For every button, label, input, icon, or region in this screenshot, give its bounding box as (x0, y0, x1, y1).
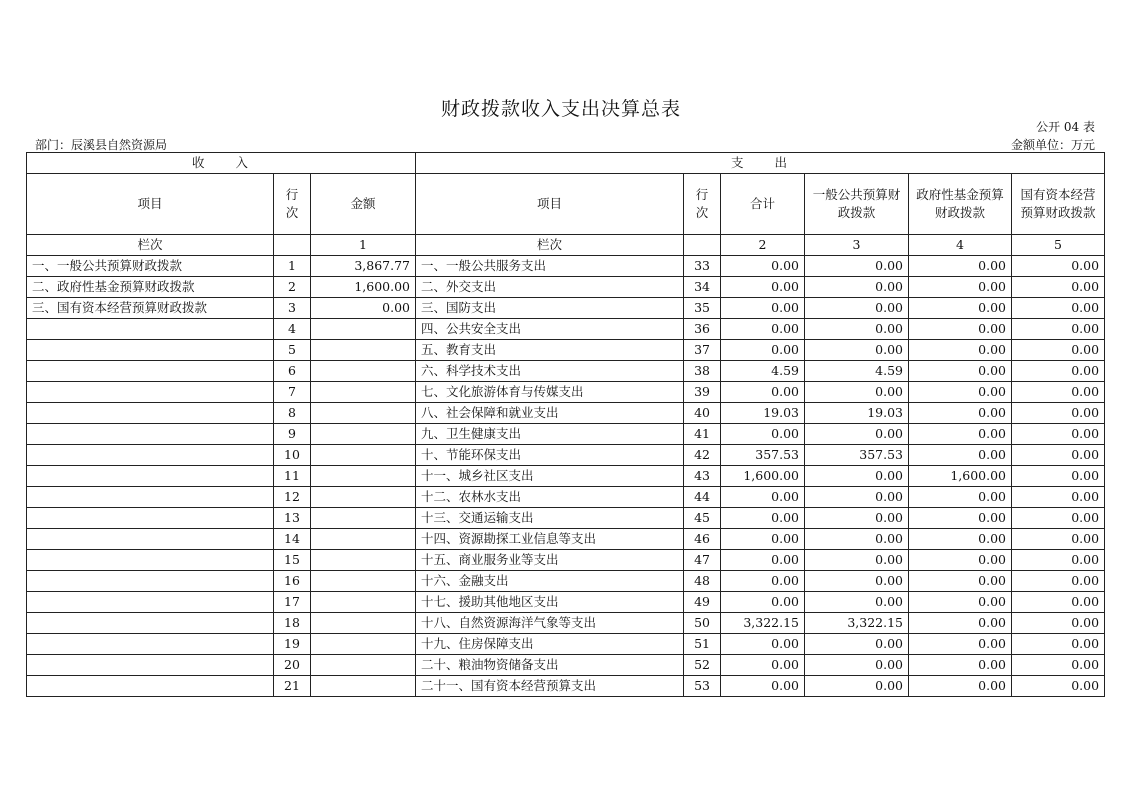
total-header: 合计 (721, 174, 805, 235)
general-budget-cell: 0.00 (805, 550, 909, 571)
gov-fund-cell: 0.00 (909, 361, 1012, 382)
income-row-no-cell: 3 (274, 298, 311, 319)
expense-row-no-cell: 46 (684, 529, 721, 550)
table-row (27, 487, 1105, 508)
gov-fund-cell: 0.00 (909, 298, 1012, 319)
expense-item-cell: 十八、自然资源海洋气象等支出 (416, 613, 684, 634)
state-capital-cell: 0.00 (1012, 403, 1105, 424)
expense-item-cell: 七、文化旅游体育与传媒支出 (416, 382, 684, 403)
income-amount-cell: 3,867.77 (311, 256, 416, 277)
gov-col-no: 4 (909, 235, 1012, 256)
table-row (27, 277, 1105, 298)
gov-fund-header: 政府性基金预算财政拨款 (909, 174, 1012, 235)
income-item-cell (27, 466, 274, 487)
income-item-cell (27, 340, 274, 361)
income-amount-cell (311, 634, 416, 655)
expense-row-no-cell: 37 (684, 340, 721, 361)
income-item-cell (27, 487, 274, 508)
income-item-cell (27, 571, 274, 592)
total-cell: 0.00 (721, 529, 805, 550)
income-row-no-cell: 20 (274, 655, 311, 676)
general-budget-cell: 0.00 (805, 298, 909, 319)
income-row-no-cell: 6 (274, 361, 311, 382)
income-row-no-cell: 13 (274, 508, 311, 529)
expense-row-no-cell: 35 (684, 298, 721, 319)
state-capital-cell: 0.00 (1012, 634, 1105, 655)
state-capital-cell: 0.00 (1012, 340, 1105, 361)
state-capital-cell: 0.00 (1012, 445, 1105, 466)
state-capital-cell: 0.00 (1012, 571, 1105, 592)
expense-row-no-cell: 41 (684, 424, 721, 445)
gov-fund-cell: 0.00 (909, 529, 1012, 550)
expense-item-cell: 十九、住房保障支出 (416, 634, 684, 655)
income-item-cell (27, 634, 274, 655)
expense-item-cell: 十四、资源勘探工业信息等支出 (416, 529, 684, 550)
gov-fund-cell: 0.00 (909, 445, 1012, 466)
state-capital-cell: 0.00 (1012, 508, 1105, 529)
appropriation-table (26, 152, 1105, 697)
state-capital-cell: 0.00 (1012, 550, 1105, 571)
state-capital-cell: 0.00 (1012, 277, 1105, 298)
total-cell: 4.59 (721, 361, 805, 382)
general-budget-cell: 357.53 (805, 445, 909, 466)
expense-item-cell: 十五、商业服务业等支出 (416, 550, 684, 571)
expense-row-no-cell: 45 (684, 508, 721, 529)
total-cell: 0.00 (721, 655, 805, 676)
table-row (27, 403, 1105, 424)
gov-fund-cell: 0.00 (909, 319, 1012, 340)
income-item-cell: 一、一般公共预算财政拨款 (27, 256, 274, 277)
total-cell: 0.00 (721, 592, 805, 613)
table-row (27, 613, 1105, 634)
table-row (27, 298, 1105, 319)
state-capital-cell: 0.00 (1012, 256, 1105, 277)
expense-col-label: 栏次 (416, 235, 684, 256)
income-amount-cell (311, 340, 416, 361)
income-amount-cell (311, 445, 416, 466)
gov-fund-cell: 0.00 (909, 424, 1012, 445)
state-capital-cell: 0.00 (1012, 298, 1105, 319)
state-capital-cell: 0.00 (1012, 361, 1105, 382)
expense-item-cell: 十七、援助其他地区支出 (416, 592, 684, 613)
table-row (27, 676, 1105, 697)
income-amount-cell (311, 361, 416, 382)
general-budget-cell: 0.00 (805, 655, 909, 676)
gov-fund-cell: 0.00 (909, 676, 1012, 697)
general-budget-header: 一般公共预算财政拨款 (805, 174, 909, 235)
total-cell: 0.00 (721, 340, 805, 361)
general-budget-cell: 0.00 (805, 592, 909, 613)
expense-row-no-cell: 36 (684, 319, 721, 340)
income-amount-cell (311, 424, 416, 445)
expense-row-no-cell: 52 (684, 655, 721, 676)
income-item-cell: 三、国有资本经营预算财政拨款 (27, 298, 274, 319)
total-cell: 3,322.15 (721, 613, 805, 634)
gov-fund-cell: 0.00 (909, 382, 1012, 403)
table-row (27, 340, 1105, 361)
income-group-header: 收 入 (27, 153, 416, 174)
general-budget-cell: 0.00 (805, 256, 909, 277)
gov-fund-cell: 0.00 (909, 613, 1012, 634)
state-capital-cell: 0.00 (1012, 487, 1105, 508)
gov-fund-cell: 0.00 (909, 550, 1012, 571)
general-col-no: 3 (805, 235, 909, 256)
gov-fund-cell: 0.00 (909, 571, 1012, 592)
table-row (27, 424, 1105, 445)
income-amount-cell (311, 655, 416, 676)
expense-item-cell: 十六、金融支出 (416, 571, 684, 592)
income-item-cell (27, 424, 274, 445)
expense-row-no-cell: 40 (684, 403, 721, 424)
expense-item-cell: 一、一般公共服务支出 (416, 256, 684, 277)
total-cell: 0.00 (721, 550, 805, 571)
gov-fund-cell: 0.00 (909, 508, 1012, 529)
general-budget-cell: 0.00 (805, 277, 909, 298)
expense-group-header: 支 出 (416, 153, 1105, 174)
expense-row-no-cell: 42 (684, 445, 721, 466)
general-budget-cell: 19.03 (805, 403, 909, 424)
expense-item-cell: 十一、城乡社区支出 (416, 466, 684, 487)
general-budget-cell: 0.00 (805, 529, 909, 550)
unit-label: 金额单位：万元 (1010, 138, 1095, 152)
income-row-no-cell: 14 (274, 529, 311, 550)
state-capital-cell: 0.00 (1012, 592, 1105, 613)
expense-row-no-cell: 38 (684, 361, 721, 382)
state-capital-cell: 0.00 (1012, 424, 1105, 445)
total-cell: 0.00 (721, 571, 805, 592)
total-cell: 0.00 (721, 487, 805, 508)
income-amount-cell (311, 487, 416, 508)
expense-row-no-cell: 33 (684, 256, 721, 277)
income-item-cell (27, 361, 274, 382)
expense-item-cell: 六、科学技术支出 (416, 361, 684, 382)
income-row-no-header: 行次 (274, 174, 311, 235)
income-row-no-cell: 11 (274, 466, 311, 487)
total-cell: 0.00 (721, 676, 805, 697)
table-row (27, 550, 1105, 571)
income-row-no-cell: 16 (274, 571, 311, 592)
expense-item-cell: 五、教育支出 (416, 340, 684, 361)
expense-row-no-cell: 44 (684, 487, 721, 508)
expense-item-cell: 四、公共安全支出 (416, 319, 684, 340)
expense-row-no-cell: 39 (684, 382, 721, 403)
income-item-cell (27, 403, 274, 424)
income-amount-cell (311, 403, 416, 424)
income-amount-cell: 1,600.00 (311, 277, 416, 298)
gov-fund-cell: 0.00 (909, 256, 1012, 277)
income-row-no-cell: 15 (274, 550, 311, 571)
expense-item-header: 项目 (416, 174, 684, 235)
column-header-row (27, 174, 1105, 235)
income-item-cell (27, 319, 274, 340)
total-cell: 19.03 (721, 403, 805, 424)
income-row-no-cell: 10 (274, 445, 311, 466)
general-budget-cell: 0.00 (805, 676, 909, 697)
form-number: 公开 04 表 (1036, 120, 1095, 134)
income-amount-cell (311, 676, 416, 697)
expense-item-cell: 二、外交支出 (416, 277, 684, 298)
income-row-no-cell: 12 (274, 487, 311, 508)
gov-fund-cell: 0.00 (909, 340, 1012, 361)
income-amount-cell (311, 571, 416, 592)
table-body (27, 256, 1105, 697)
income-row-no-cell: 19 (274, 634, 311, 655)
income-amount-cell (311, 466, 416, 487)
expense-row-no-cell: 34 (684, 277, 721, 298)
page-title: 财政拨款收入支出决算总表 (440, 98, 681, 120)
table-row (27, 508, 1105, 529)
income-amount-cell (311, 508, 416, 529)
income-item-cell (27, 529, 274, 550)
income-item-cell (27, 676, 274, 697)
income-item-cell: 二、政府性基金预算财政拨款 (27, 277, 274, 298)
state-capital-cell: 0.00 (1012, 382, 1105, 403)
gov-fund-cell: 0.00 (909, 655, 1012, 676)
income-row-no-cell: 7 (274, 382, 311, 403)
general-budget-cell: 0.00 (805, 634, 909, 655)
income-amount-cell (311, 592, 416, 613)
table-row (27, 361, 1105, 382)
expense-item-cell: 三、国防支出 (416, 298, 684, 319)
expense-row-no-header: 行次 (684, 174, 721, 235)
state-capital-cell: 0.00 (1012, 655, 1105, 676)
expense-item-cell: 十、节能环保支出 (416, 445, 684, 466)
general-budget-cell: 0.00 (805, 571, 909, 592)
gov-fund-cell: 0.00 (909, 403, 1012, 424)
state-capital-cell: 0.00 (1012, 466, 1105, 487)
income-row-no-cell: 17 (274, 592, 311, 613)
amount-col-no: 1 (311, 235, 416, 256)
table-row (27, 382, 1105, 403)
expense-item-cell: 十二、农林水支出 (416, 487, 684, 508)
total-cell: 357.53 (721, 445, 805, 466)
gov-fund-cell: 0.00 (909, 634, 1012, 655)
total-col-no: 2 (721, 235, 805, 256)
state-capital-cell: 0.00 (1012, 676, 1105, 697)
income-item-cell (27, 445, 274, 466)
income-row-no-cell: 18 (274, 613, 311, 634)
income-item-header: 项目 (27, 174, 274, 235)
income-amount-cell (311, 529, 416, 550)
amount-header: 金额 (311, 174, 416, 235)
table-row (27, 445, 1105, 466)
gov-fund-cell: 0.00 (909, 592, 1012, 613)
table-row (27, 529, 1105, 550)
table-row (27, 256, 1105, 277)
state-col-no: 5 (1012, 235, 1105, 256)
general-budget-cell: 0.00 (805, 508, 909, 529)
expense-item-cell: 十三、交通运输支出 (416, 508, 684, 529)
total-cell: 0.00 (721, 298, 805, 319)
expense-row-no-cell: 53 (684, 676, 721, 697)
expense-row-no-cell: 49 (684, 592, 721, 613)
total-cell: 1,600.00 (721, 466, 805, 487)
income-amount-cell (311, 382, 416, 403)
expense-row-no-cell: 47 (684, 550, 721, 571)
income-row-no-cell: 21 (274, 676, 311, 697)
total-cell: 0.00 (721, 634, 805, 655)
expense-row-no-cell: 43 (684, 466, 721, 487)
state-capital-cell: 0.00 (1012, 319, 1105, 340)
expense-item-cell: 九、卫生健康支出 (416, 424, 684, 445)
income-amount-cell (311, 550, 416, 571)
general-budget-cell: 0.00 (805, 424, 909, 445)
income-item-cell (27, 550, 274, 571)
expense-item-cell: 八、社会保障和就业支出 (416, 403, 684, 424)
general-budget-cell: 0.00 (805, 487, 909, 508)
general-budget-cell: 0.00 (805, 319, 909, 340)
expense-row-no-cell: 50 (684, 613, 721, 634)
column-number-row (27, 235, 1105, 256)
table-row (27, 319, 1105, 340)
income-amount-cell (311, 613, 416, 634)
table-row (27, 571, 1105, 592)
total-cell: 0.00 (721, 382, 805, 403)
general-budget-cell: 0.00 (805, 466, 909, 487)
table-row (27, 466, 1105, 487)
general-budget-cell: 4.59 (805, 361, 909, 382)
expense-item-cell: 二十、粮油物资储备支出 (416, 655, 684, 676)
income-item-cell (27, 592, 274, 613)
income-row-no-cell: 1 (274, 256, 311, 277)
income-col-no-blank (274, 235, 311, 256)
general-budget-cell: 3,322.15 (805, 613, 909, 634)
income-row-no-cell: 8 (274, 403, 311, 424)
expense-row-no-cell: 48 (684, 571, 721, 592)
total-cell: 0.00 (721, 256, 805, 277)
income-row-no-cell: 9 (274, 424, 311, 445)
gov-fund-cell: 0.00 (909, 277, 1012, 298)
state-capital-cell: 0.00 (1012, 613, 1105, 634)
income-item-cell (27, 613, 274, 634)
income-row-no-cell: 2 (274, 277, 311, 298)
general-budget-cell: 0.00 (805, 340, 909, 361)
income-row-no-cell: 4 (274, 319, 311, 340)
state-capital-cell: 0.00 (1012, 529, 1105, 550)
total-cell: 0.00 (721, 319, 805, 340)
department-label: 部门：辰溪县自然资源局 (35, 138, 168, 152)
gov-fund-cell: 1,600.00 (909, 466, 1012, 487)
expense-col-no-blank (684, 235, 721, 256)
table-row (27, 634, 1105, 655)
income-amount-cell: 0.00 (311, 298, 416, 319)
total-cell: 0.00 (721, 508, 805, 529)
general-budget-cell: 0.00 (805, 382, 909, 403)
income-col-label: 栏次 (27, 235, 274, 256)
total-cell: 0.00 (721, 277, 805, 298)
gov-fund-cell: 0.00 (909, 487, 1012, 508)
expense-row-no-cell: 51 (684, 634, 721, 655)
total-cell: 0.00 (721, 424, 805, 445)
expense-item-cell: 二十一、国有资本经营预算支出 (416, 676, 684, 697)
income-item-cell (27, 382, 274, 403)
table-row (27, 655, 1105, 676)
table-row (27, 592, 1105, 613)
group-header-row (27, 153, 1105, 174)
income-amount-cell (311, 319, 416, 340)
income-item-cell (27, 655, 274, 676)
state-capital-header: 国有资本经营预算财政拨款 (1012, 174, 1105, 235)
income-item-cell (27, 508, 274, 529)
income-row-no-cell: 5 (274, 340, 311, 361)
